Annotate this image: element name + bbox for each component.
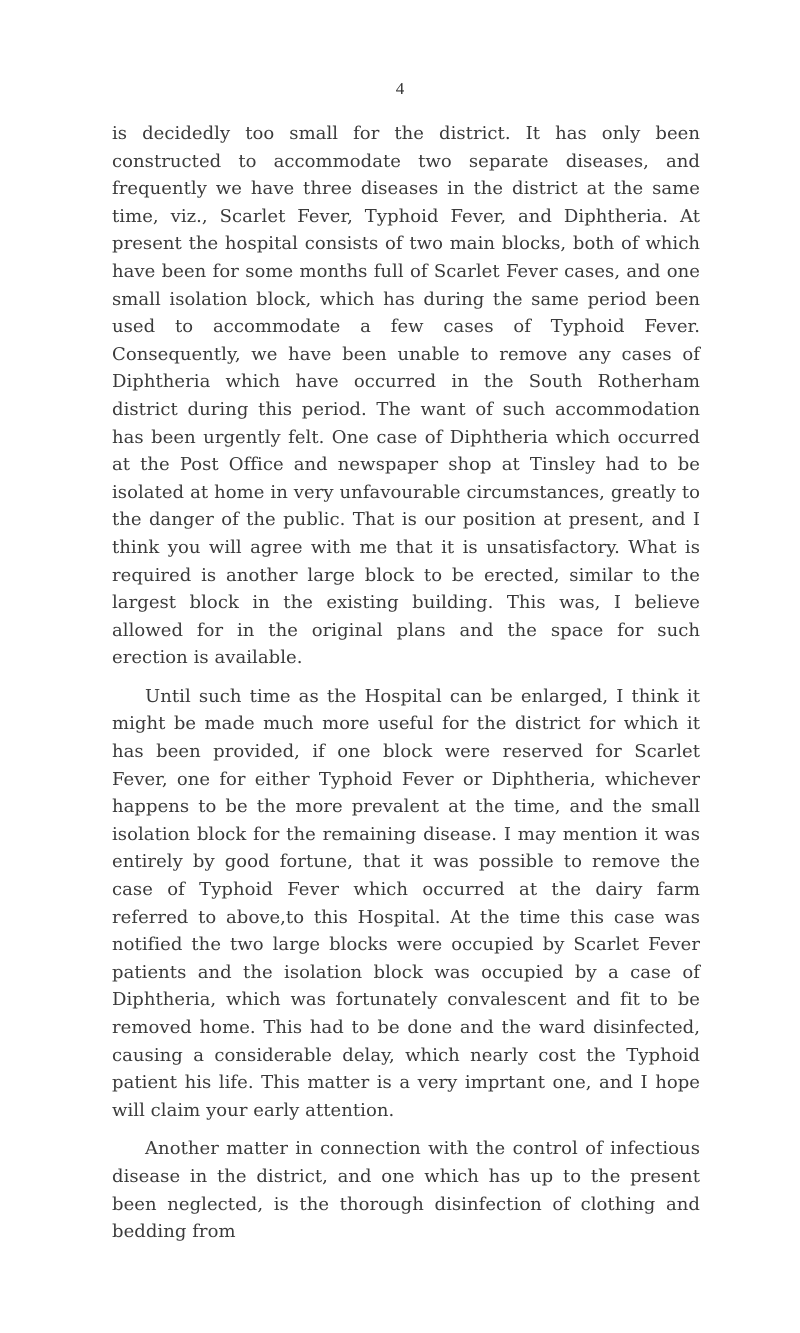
paragraph-3: Another matter in connection with the control of infectious disease in the district, and one which has up to the present been neglected, is the thorough disinfection of clothing and bedding from bbox=[112, 1138, 700, 1243]
paragraph-1: is decidedly too small for the district. It has only been constructed to accommodate two separate diseases, and frequently we have three diseases in the district at the same time, viz., Scarlet Fever, Typhoid Fever, and Diphtheria. At present the hospital consists of two main blocks, both of which have been for some months full of Scarlet Fever cases, and one small isolation block, which has during the same period been used to accommodate a few cases of Typhoid Fever. Consequently, we have been unable to remove any cases of Diphtheria which have occurred in the South Rotherham district during this period. The want of such accommodation has been urgently felt. One case of Diphtheria which occurred at the Post Office and newspaper shop at Tinsley had to be isolated at home in very unfavourable circumstances, greatly to the danger of the public. That is our position at present, and I think you will agree with me that it is unsatisfactory. What is required is another large block to be erected, similar to the largest block in the existing building. This was, I believe allowed for in the original plans and the space for such erection is available. bbox=[112, 123, 700, 669]
page-body bbox=[112, 120, 700, 1257]
paragraph-2: Until such time as the Hospital can be enlarged, I think it might be made much more useful for the district for which it has been provided, if one block were reserved for Scarlet Fever, one for either Typhoid Fever or Diphtheria, whichever happens to be the more prevalent at the time, and the small isolation block for the remaining disease. I may mention it was entirely by good fortune, that it was possible to remove the case of Typhoid Fever which occurred at the dairy farm referred to above,to this Hospital. At the time this case was notified the two large blocks were occupied by Scarlet Fever patients and the isolation block was occupied by a case of Diphtheria, which was fortunately convalescent and fit to be removed home. This had to be done and the ward disinfected, causing a considerable delay, which nearly cost the Typhoid patient his life. This matter is a very imprtant one, and I hope will claim your early attention. bbox=[112, 685, 700, 1121]
page-number: 4 bbox=[395, 79, 405, 98]
